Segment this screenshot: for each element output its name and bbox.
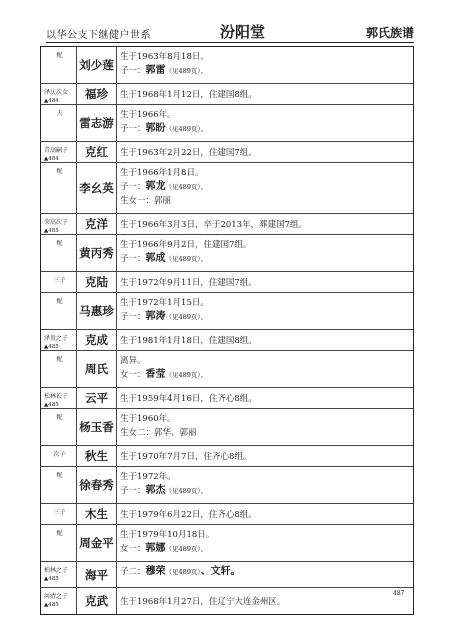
relation-cell: [41, 504, 77, 524]
relation-label: 松林长子: [44, 393, 69, 400]
detail-line: [120, 108, 413, 122]
detail-line: [120, 218, 307, 232]
detail-text: 生于1979年10月18日。: [120, 530, 215, 540]
details-cell: [117, 351, 413, 387]
person-name: 海平: [77, 562, 117, 587]
table-row: [41, 351, 413, 388]
details-cell: [117, 562, 413, 587]
child-page-note: （见489页）。: [165, 67, 208, 75]
page-reference: ▲485: [44, 402, 59, 408]
details-cell: [117, 84, 413, 104]
detail-text: 生于1972年。: [120, 472, 176, 482]
person-name: 马惠珍: [77, 293, 117, 329]
page-reference: ▲485: [44, 228, 59, 234]
relation-cell: [41, 446, 77, 466]
child-prefix: 子二：: [120, 567, 146, 577]
detail-text: 生于1963年2月22日，住建国7组。: [120, 147, 257, 158]
details-cell: [117, 293, 413, 329]
child-prefix: 子一：: [120, 312, 146, 322]
relation-label: 配: [56, 52, 63, 59]
table-row: [41, 47, 413, 84]
relation-label: 泽贵之子: [44, 335, 69, 342]
person-name: 云平: [77, 388, 117, 408]
person-name: 周金平: [77, 525, 117, 561]
detail-line: [120, 368, 413, 382]
detail-text: 生女一：郭丽: [120, 196, 172, 206]
child-prefix: 女一：: [120, 544, 146, 554]
relation-label: 柏林之子: [44, 567, 69, 574]
details-cell: [117, 409, 413, 445]
detail-line: [120, 64, 413, 78]
relation-cell: [41, 388, 77, 408]
child-name: 郭涛: [145, 311, 166, 322]
table-row: [41, 588, 413, 614]
page-header: [46, 24, 414, 40]
details-cell: [117, 47, 413, 83]
detail-line: [120, 296, 413, 310]
person-name: 克洋: [77, 214, 117, 234]
detail-text: 生于1979年6月22日，住齐心8组。: [120, 509, 257, 520]
relation-label: 青高嗣子: [44, 147, 69, 154]
detail-line: [120, 252, 413, 266]
child-name: 郭盼: [145, 123, 166, 134]
detail-line: [120, 50, 413, 64]
child-page-note: （见489页）。: [165, 255, 208, 263]
table-row: [41, 467, 413, 504]
details-cell: [117, 525, 413, 561]
header-hall-name: 汾阳堂: [220, 23, 266, 41]
detail-text: 生女二：郭华、郭丽: [120, 428, 197, 438]
child-page-note: （见489页）。: [165, 371, 208, 379]
table-row: [41, 504, 413, 525]
detail-line: [120, 528, 413, 542]
details-cell: [117, 105, 413, 141]
relation-label: 配: [56, 168, 63, 175]
child-page-note: （见489页）。: [165, 183, 208, 191]
detail-line: [120, 334, 257, 348]
detail-line: [120, 392, 257, 406]
person-name: 杨玉香: [77, 409, 117, 445]
child-prefix: 子一：: [120, 182, 146, 192]
detail-line: [120, 88, 257, 102]
table-row: [41, 409, 413, 446]
child-suffix: 、文轩。: [200, 566, 241, 577]
child-name: 郭杰: [145, 485, 166, 496]
detail-line: [120, 310, 413, 324]
detail-line: [120, 508, 257, 522]
child-name: 郭雷: [145, 65, 166, 76]
detail-line: [120, 146, 257, 160]
detail-line: [120, 542, 413, 556]
detail-text: 生于1966年3月3日，卒于2013年，葬建国7组。: [120, 219, 307, 230]
page-number: 487: [393, 590, 405, 597]
relation-cell: [41, 47, 77, 83]
details-cell: [117, 388, 413, 408]
page-reference: ▲485: [44, 576, 59, 582]
person-name: 福珍: [77, 84, 117, 104]
relation-label: 配: [56, 240, 63, 247]
detail-text: 生于1966年1月8日。: [120, 168, 204, 178]
detail-text: 生于1960年。: [120, 414, 176, 424]
relation-label: 荣高次子: [44, 219, 69, 226]
table-row: [41, 105, 413, 142]
relation-label: 配: [56, 530, 63, 537]
person-name: 克红: [77, 142, 117, 162]
relation-label: 配: [56, 298, 63, 305]
relation-label: 配: [56, 414, 63, 421]
details-cell: [117, 142, 413, 162]
person-name: 克陆: [77, 272, 117, 292]
person-name: 雷志游: [77, 105, 117, 141]
detail-text: 离异。: [120, 356, 146, 366]
relation-cell: [41, 351, 77, 387]
person-name: 木生: [77, 504, 117, 524]
relation-label: 河清之子: [44, 593, 69, 600]
relation-cell: [41, 588, 77, 614]
detail-text: 生于1966年9月2日，住建国7组。: [120, 240, 252, 250]
details-cell: [117, 588, 413, 614]
relation-cell: [41, 142, 77, 162]
relation-cell: [41, 330, 77, 350]
relation-cell: [41, 467, 77, 503]
person-name: 黄丙秀: [77, 235, 117, 271]
relation-label: 三子: [53, 509, 66, 516]
genealogy-table: [40, 46, 414, 615]
relation-cell: [41, 84, 77, 104]
child-page-note: （见489页）: [165, 568, 201, 576]
detail-line: [120, 180, 413, 194]
relation-cell: [41, 105, 77, 141]
child-name: 穆荣: [145, 566, 166, 577]
details-cell: [117, 330, 413, 350]
person-name: 克武: [77, 588, 117, 614]
details-cell: [117, 214, 413, 234]
table-row: [41, 163, 413, 214]
detail-line: [120, 595, 285, 609]
detail-line: [120, 565, 413, 579]
relation-cell: [41, 562, 77, 587]
table-row: [41, 84, 413, 105]
page-reference: ▲485: [44, 602, 59, 608]
table-row: [41, 214, 413, 235]
child-page-note: （见489页）。: [165, 313, 208, 321]
detail-text: 生于1970年7月7日，住齐心8组。: [120, 451, 252, 462]
header-rule: [46, 42, 414, 43]
detail-line: [120, 484, 413, 498]
person-name: 刘少莲: [77, 47, 117, 83]
details-cell: [117, 504, 413, 524]
table-row: [41, 272, 413, 293]
child-name: 香莹: [145, 369, 166, 380]
relation-label: 次子: [53, 451, 66, 458]
detail-text: 生于1968年1月27日，住辽宁大连金州区。: [120, 596, 286, 607]
detail-text: 生于1959年4月16日，住齐心8组。: [120, 393, 257, 404]
details-cell: [117, 235, 413, 271]
detail-line: [120, 166, 413, 180]
detail-text: 生于1968年1月12日，住建国8组。: [120, 89, 257, 100]
child-page-note: （见489页）。: [165, 545, 208, 553]
table-row: [41, 330, 413, 351]
detail-text: 生于1972年1月15日。: [120, 298, 209, 308]
relation-cell: [41, 235, 77, 271]
page-reference: ▲484: [44, 156, 59, 162]
detail-line: [120, 412, 413, 426]
child-name: 郭娜: [145, 543, 166, 554]
detail-line: [120, 426, 413, 440]
relation-label: 配: [56, 356, 63, 363]
detail-line: [120, 354, 413, 368]
child-prefix: 子一：: [120, 254, 146, 264]
child-prefix: 女一：: [120, 370, 146, 380]
detail-text: 生于1981年1月18日，住建国8组。: [120, 335, 257, 346]
child-name: 郭成: [145, 253, 166, 264]
relation-label: 夫: [56, 110, 63, 117]
table-row: [41, 293, 413, 330]
page-reference: ▲485: [44, 344, 59, 350]
table-row: [41, 446, 413, 467]
relation-cell: [41, 272, 77, 292]
person-name: 李幺英: [77, 163, 117, 213]
table-row: [41, 142, 413, 163]
detail-line: [120, 276, 257, 290]
relation-cell: [41, 293, 77, 329]
table-row: [41, 235, 413, 272]
relation-cell: [41, 409, 77, 445]
table-row: [41, 562, 413, 588]
details-cell: [117, 467, 413, 503]
child-name: 郭龙: [145, 181, 166, 192]
details-cell: [117, 272, 413, 292]
detail-line: [120, 450, 251, 464]
page-reference: ▲484: [44, 98, 59, 104]
child-prefix: 子一：: [120, 66, 146, 76]
relation-cell: [41, 525, 77, 561]
relation-label: 三子: [53, 277, 66, 284]
person-name: 克成: [77, 330, 117, 350]
relation-cell: [41, 163, 77, 213]
person-name: 周氏: [77, 351, 117, 387]
table-row: [41, 388, 413, 409]
detail-line: [120, 238, 413, 252]
child-page-note: （见489页）。: [165, 487, 208, 495]
person-name: 秋生: [77, 446, 117, 466]
relation-cell: [41, 214, 77, 234]
details-cell: [117, 446, 413, 466]
child-prefix: 子一：: [120, 124, 146, 134]
child-prefix: 子一：: [120, 486, 146, 496]
detail-text: 生于1966年。: [120, 110, 176, 120]
detail-text: 生于1972年9月11日，住建国7组。: [120, 277, 257, 288]
detail-line: [120, 470, 413, 484]
header-lineage: 以华公支下继健户世系: [46, 30, 151, 41]
person-name: 徐春秀: [77, 467, 117, 503]
detail-line: [120, 122, 413, 136]
relation-label: 配: [56, 472, 63, 479]
header-book-title: 郭氏族谱: [365, 26, 414, 40]
details-cell: [117, 163, 413, 213]
table-row: [41, 525, 413, 562]
detail-line: [120, 194, 413, 208]
detail-text: 生于1963年8月18日。: [120, 52, 209, 62]
child-page-note: （见489页）。: [165, 125, 208, 133]
relation-label: 泽庆次女: [44, 89, 69, 96]
